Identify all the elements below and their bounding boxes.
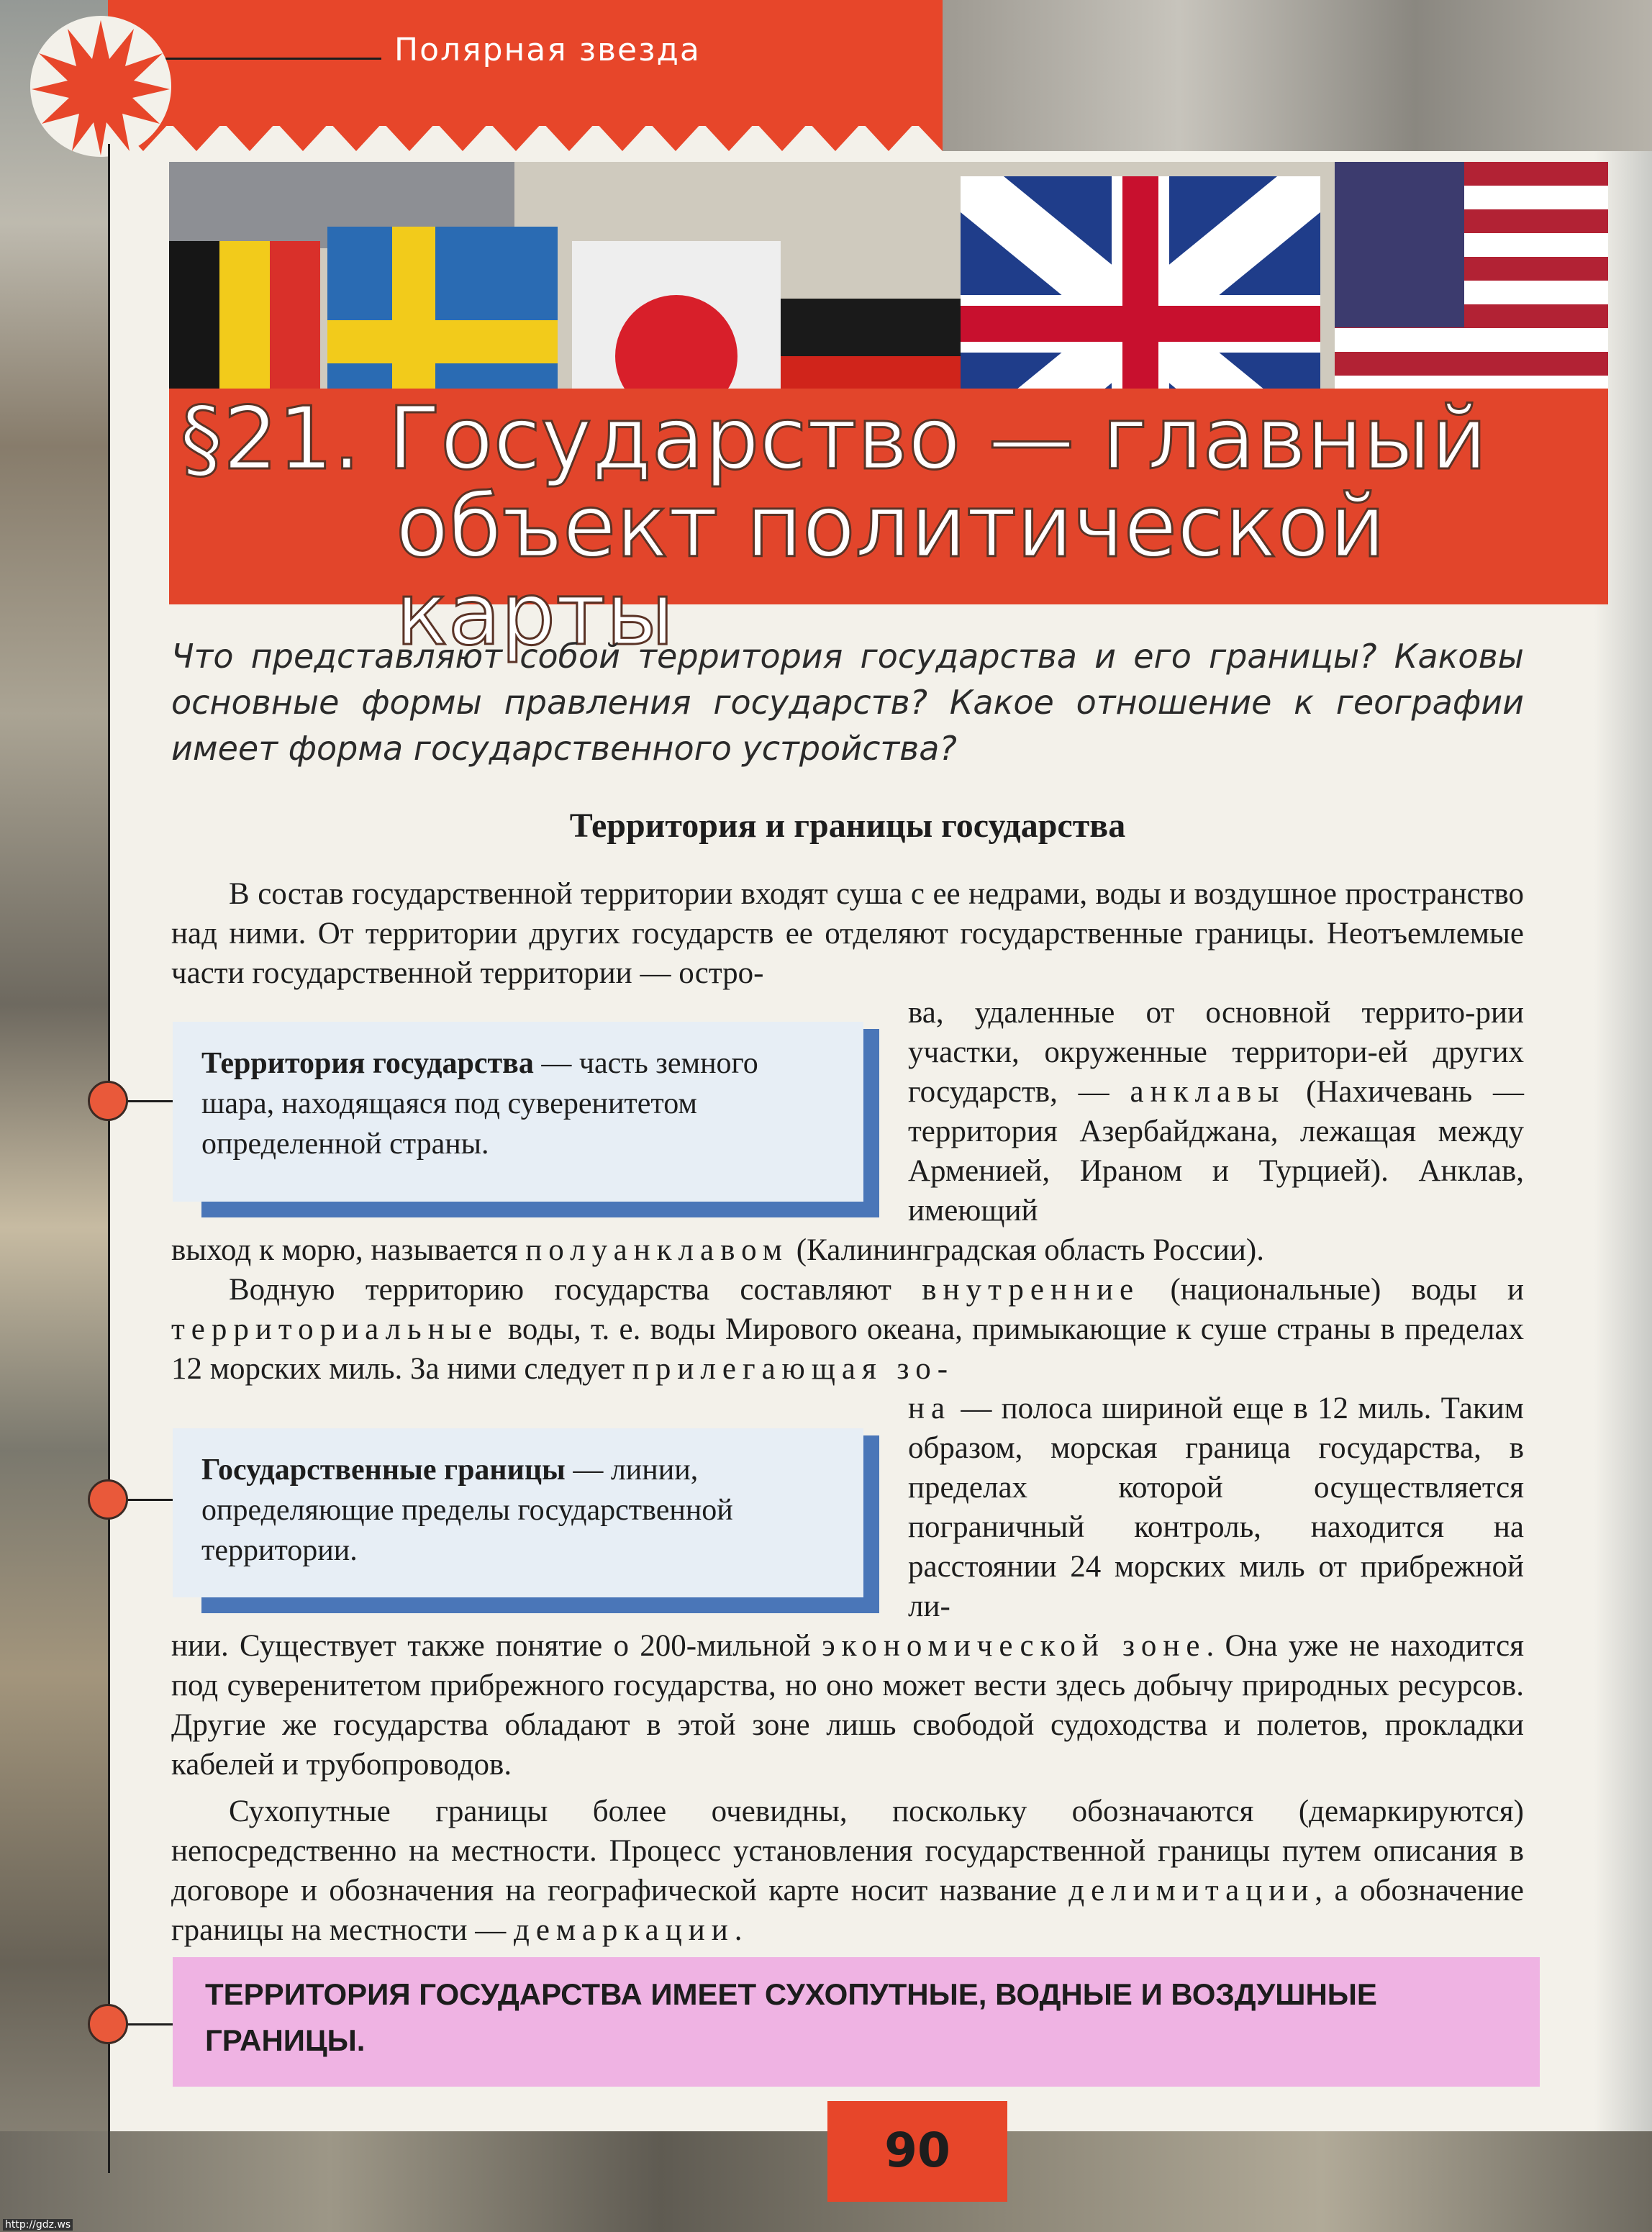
p2c-text-1: нии. Существует также понятие о 200-мильной (171, 1629, 811, 1663)
page-number: 90 (884, 2123, 950, 2178)
series-title: Полярная звезда (394, 32, 701, 68)
definition-box-borders (173, 1428, 863, 1597)
section-heading: Территория и границы государства (569, 807, 1126, 845)
p2c-text-2: . Она уже не находится под суверенитетом прибрежного государства, но оно может вести здесь добычу природных ресурсов. Другие же государства обладают в этой зоне лишь свободой судоходства и полетов, прокладки кабелей и трубопроводов. (171, 1629, 1525, 1782)
body-paragraph-2a (171, 1270, 1524, 1389)
body-paragraph-2b (908, 1389, 1524, 1626)
p1-text-1: ва, удаленные от основной террито-рии участки, окруженные территори-ей других государств, — (908, 996, 1524, 1109)
paragraph-title (180, 389, 1612, 665)
box-shadow (201, 1202, 879, 1217)
bullet-marker (88, 1479, 128, 1520)
term-economic-zone: экономической зоне (822, 1629, 1207, 1663)
p2-text-1: Водную территорию государства составляют (229, 1273, 891, 1307)
left-photo-strip (0, 0, 108, 2232)
body-paragraph-1b (908, 993, 1524, 1230)
term-zona-end: на (908, 1392, 952, 1425)
conclusion-box: ТЕРРИТОРИЯ ГОСУДАРСТВА ИМЕЕТ СУХОПУТНЫЕ, ВОДНЫЕ И ВОЗДУШНЫЕ ГРАНИЦЫ. (173, 1957, 1540, 2087)
bullet-marker (88, 2004, 128, 2044)
header-zigzag (108, 108, 943, 158)
definition-term: Территория государства (201, 1047, 534, 1080)
body-paragraph-1a: В состав государственной территории входят суша с ее недрами, воды и воздушное пространство над ними. От территории других государств ее отделяют государственные границы. Неотъемлемые части государственной территории — остро- (171, 877, 1524, 990)
bottom-photo-strip (0, 2131, 1652, 2232)
definition-box-territory (173, 1022, 863, 1202)
definition-term: Государственные границы (201, 1453, 566, 1487)
p2b-text: — полоса шириной еще в 12 миль. Таким образом, морская граница государства, в пределах которой осуществляется пограничный контроль, находится на расстоянии 24 морских миль от прибрежной ли- (908, 1392, 1524, 1623)
body-paragraph-1c (171, 1230, 1524, 1270)
header-city-photo (943, 0, 1652, 151)
bullet-marker (88, 1081, 128, 1121)
term-vnutrennie: внутренние (922, 1273, 1140, 1307)
intro-questions: Что представляют собой территория государства и его границы? Каковы основные формы правления государств? Какое отношение к географии имеет форма государственного устройства? (171, 637, 1524, 768)
title-line-2: объект политической карты (396, 477, 1386, 665)
margin-rule (108, 144, 110, 2173)
p1c-text-2: (Калининградская область России). (796, 1233, 1264, 1267)
term-prilegayushchaya: прилегающая зо- (632, 1352, 955, 1386)
box-shadow (863, 1435, 879, 1613)
series-underline (165, 58, 381, 60)
box-shadow (201, 1597, 879, 1613)
p1c-text-1: выход к морю, называется (171, 1233, 518, 1267)
term-territorialnye: территориальные (171, 1312, 499, 1346)
term-poluanklav: полуанклавом (525, 1233, 789, 1267)
body-paragraph-3 (171, 1792, 1524, 1950)
p3-text-1: Сухопутные границы более очевидны, поскольку обозначаются (демаркируются) непосредственно на местности. Процесс установления государственной границы путем описания в договоре и обозначения на географической карте носит название (171, 1795, 1524, 1907)
p2-text-2: (национальные) воды и (1170, 1273, 1525, 1307)
box-shadow (863, 1029, 879, 1217)
term-demarkatsiya: демаркации (513, 1913, 735, 1947)
p3-text-2: , а обозначение границы на местности — (171, 1874, 1525, 1947)
body-paragraph-2c (171, 1626, 1524, 1784)
title-line-1: §21. Государство — главный (180, 389, 1487, 489)
p3-text-3: . (734, 1913, 743, 1947)
p1-text-2: (Нахичевань — территория Азербайджана, лежащая между Арменией, Ираном и Турцией). Анклав, имеющий (908, 1075, 1525, 1228)
term-anklavy: анклавы (1130, 1075, 1286, 1109)
definition-text: — часть земного шара, находящаяся под суверенитетом определенной страны. (201, 1047, 758, 1161)
source-watermark: http://gdz.ws (3, 2219, 73, 2231)
definition-text: — линии, определяющие пределы государственной территории. (201, 1453, 733, 1567)
polar-star-icon (29, 14, 173, 158)
p2-text-3: воды, т. е. воды Мирового океана, примыкающие к суше страны в пределах 12 морских миль. За ними следует (171, 1312, 1525, 1386)
term-delimitatsiya: делимитации (1068, 1874, 1315, 1907)
